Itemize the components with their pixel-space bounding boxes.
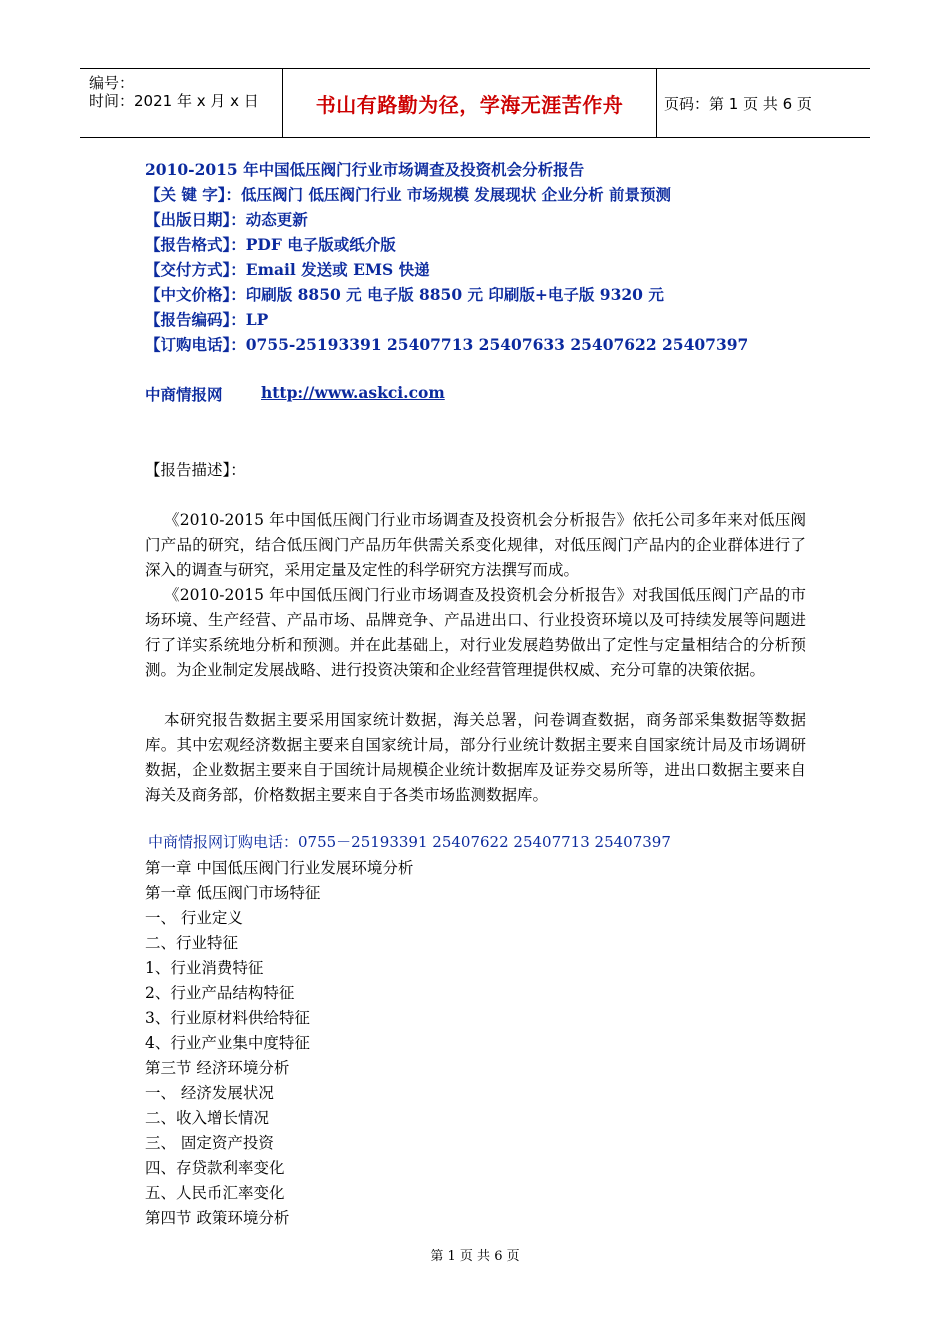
toc-item: 一、 行业定义	[145, 909, 243, 927]
toc-item: 4、行业产业集中度特征	[145, 1034, 310, 1052]
toc-item: 第三节 经济环境分析	[145, 1059, 290, 1077]
toc-item: 3、行业原材料供给特征	[145, 1009, 310, 1027]
toc-item: 第一章 中国低压阀门行业发展环境分析	[145, 859, 414, 877]
meta-format: 【报告格式】：PDF 电子版或纸介版	[145, 235, 396, 254]
page-header	[80, 68, 870, 138]
toc-item: 第四节 政策环境分析	[145, 1209, 290, 1227]
description-label: 【报告描述】：	[145, 461, 246, 479]
page-footer: 第 1 页 共 6 页	[430, 1249, 520, 1264]
meta-price: 【中文价格】：印刷版 8850 元 电子版 8850 元 印刷版+电子版 9320 元	[145, 285, 664, 304]
table-of-contents	[145, 856, 413, 1231]
motto: 书山有路勤为径，学海无涯苦作舟	[315, 92, 624, 117]
header-left-cell	[80, 69, 282, 137]
header-page-info: 页码：第 1 页 共 6 页	[664, 94, 812, 113]
meta-keywords: 【关 键 字】：低压阀门 低压阀门行业 市场规模 发展现状 企业分析 前景预测	[145, 185, 672, 204]
paragraph-1: 《2010-2015 年中国低压阀门行业市场调查及投资机会分析报告》依托公司多年来对低压阀门产品的研究，结合低压阀门产品历年供需关系变化规律，对低压阀门产品内的企业群体进行了深入的调查与研究，采用定量及定性的科学研究方法撰写而成。	[145, 511, 806, 579]
header-motto-cell	[282, 69, 657, 137]
site-link[interactable]: http://www.askci.com	[261, 383, 445, 402]
date-line: 时间：2021 年 x 月 x 日	[89, 92, 259, 110]
number-label: 编号：	[89, 74, 135, 92]
toc-item: 二、收入增长情况	[145, 1109, 270, 1127]
toc-item: 三、 固定资产投资	[145, 1134, 274, 1152]
toc-item: 二、行业特征	[145, 934, 239, 952]
paragraph-3: 本研究报告数据主要采用国家统计数据，海关总署，问卷调查数据，商务部采集数据等数据库。其中宏观经济数据主要来自国家统计局，部分行业统计数据主要来自国家统计局及市场调研数据，企业数据主要来自于国统计局规模企业统计数据库及证券交易所等，进出口数据主要来自海关及商务部，价格数据主要来自于各类市场监测数据库。	[145, 711, 806, 804]
toc-item: 1、行业消费特征	[145, 959, 264, 977]
report-meta	[145, 157, 748, 357]
meta-code: 【报告编码】：LP	[145, 310, 269, 329]
paragraph-2: 《2010-2015 年中国低压阀门行业市场调查及投资机会分析报告》对我国低压阀门产品的市场环境、生产经营、产品市场、品牌竞争、产品进出口、行业投资环境以及可持续发展等问题进行了详实系统地分析和预测。并在此基础上，对行业发展趋势做出了定性与定量相结合的分析预测。为企业制定发展战略、进行投资决策和企业经营管理提供权威、充分可靠的决策依据。	[145, 586, 806, 679]
toc-item: 五、人民币汇率变化	[145, 1184, 285, 1202]
meta-delivery: 【交付方式】：Email 发送或 EMS 快递	[145, 260, 430, 279]
toc-item: 2、行业产品结构特征	[145, 984, 295, 1002]
toc-item: 一、 经济发展状况	[145, 1084, 274, 1102]
report-title: 2010-2015 年中国低压阀门行业市场调查及投资机会分析报告	[145, 160, 585, 179]
meta-publish-date: 【出版日期】：动态更新	[145, 210, 308, 229]
toc-item: 第一章 低压阀门市场特征	[145, 884, 321, 902]
order-phone-line: 中商情报网订购电话：0755－25193391 25407622 25407713 25407397	[148, 833, 671, 851]
site-line	[145, 383, 445, 405]
toc-item: 四、存贷款利率变化	[145, 1159, 285, 1177]
site-name: 中商情报网	[145, 385, 223, 404]
meta-order-phone: 【订购电话】：0755-25193391 25407713 25407633 25407622 25407397	[145, 335, 749, 354]
